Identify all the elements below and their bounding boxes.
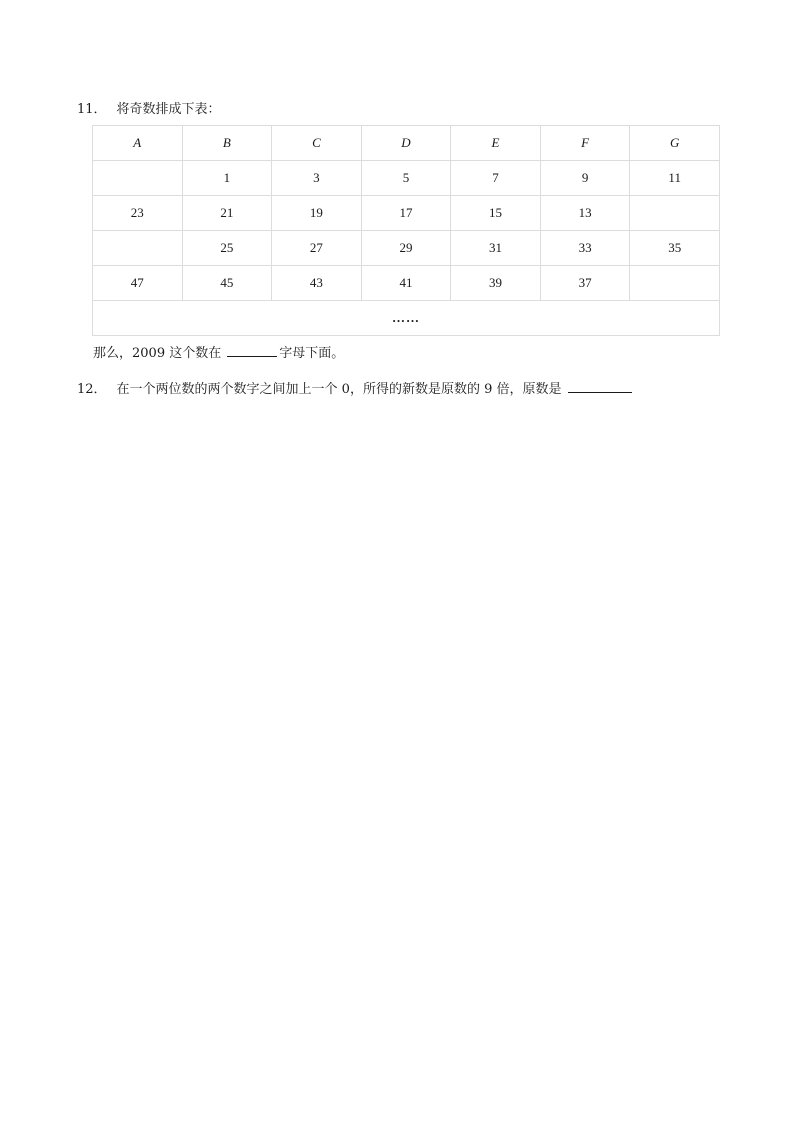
table-cell: 17: [361, 196, 451, 231]
table-row: [93, 161, 720, 196]
table-cell: 11: [630, 161, 720, 196]
table-cell: [93, 161, 183, 196]
table-header-row: [93, 126, 720, 161]
table-cell: 7: [451, 161, 541, 196]
table-cell: 1: [182, 161, 272, 196]
table-cell: 19: [272, 196, 362, 231]
answer-blank[interactable]: [568, 380, 632, 393]
column-header-e: E: [451, 126, 541, 161]
ellipsis-cell: ……: [93, 301, 720, 336]
question-number: 11．: [77, 102, 107, 117]
odd-number-table: [92, 125, 720, 336]
table-cell: 35: [630, 231, 720, 266]
answer-text-after: 字母下面。: [279, 346, 345, 361]
table-cell: 33: [540, 231, 630, 266]
table-cell: 43: [272, 266, 362, 301]
column-header-b: B: [182, 126, 272, 161]
table-cell: [630, 196, 720, 231]
table-cell: 45: [182, 266, 272, 301]
question-number: 12．: [77, 382, 107, 397]
table-cell: 23: [93, 196, 183, 231]
table-row: [93, 231, 720, 266]
table-cell: [630, 266, 720, 301]
table-cell: 47: [93, 266, 183, 301]
question-12: [77, 380, 632, 399]
table-cell: 27: [272, 231, 362, 266]
question-11-title: [77, 101, 221, 119]
table-cell: 21: [182, 196, 272, 231]
column-header-f: F: [540, 126, 630, 161]
question-11-answer-line: [93, 344, 344, 363]
column-header-c: C: [272, 126, 362, 161]
table-cell: 41: [361, 266, 451, 301]
table-ellipsis-row: [93, 301, 720, 336]
table-cell: 5: [361, 161, 451, 196]
column-header-g: G: [630, 126, 720, 161]
table-cell: 13: [540, 196, 630, 231]
table-cell: [93, 231, 183, 266]
question-text: 在一个两位数的两个数字之间加上一个 0，所得的新数是原数的 9 倍，原数是: [116, 382, 562, 397]
column-header-d: D: [361, 126, 451, 161]
table-cell: 29: [361, 231, 451, 266]
table-cell: 37: [540, 266, 630, 301]
answer-text-before: 那么，2009 这个数在: [93, 346, 222, 361]
table-row: [93, 266, 720, 301]
table-cell: 9: [540, 161, 630, 196]
table-cell: 39: [451, 266, 541, 301]
table-cell: 3: [272, 161, 362, 196]
column-header-a: A: [93, 126, 183, 161]
table-cell: 25: [182, 231, 272, 266]
question-prompt: 将奇数排成下表：: [116, 102, 221, 117]
table-cell: 31: [451, 231, 541, 266]
table-cell: 15: [451, 196, 541, 231]
table-row: [93, 196, 720, 231]
answer-blank[interactable]: [227, 344, 277, 357]
